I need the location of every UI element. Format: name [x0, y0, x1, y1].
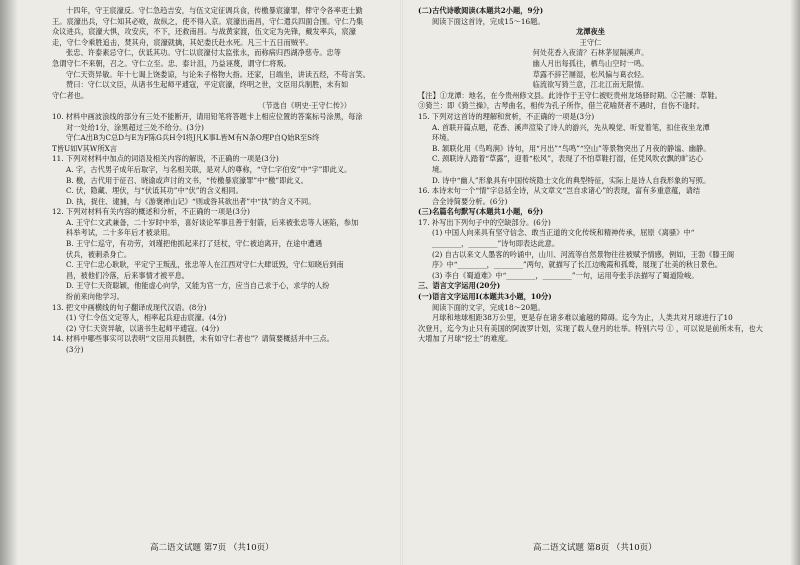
question-line: 13. 把文中画横线的句子翻译成现代汉语。(8分): [52, 302, 207, 312]
question-line: (1) 守仁令伍文定等人，相率起兵迎击宸濠。(4分): [66, 313, 227, 323]
passage-line: 守仁者也。: [52, 90, 89, 100]
subsection-heading: (一)语言文字运用Ⅰ(本题共3小题，10分): [418, 292, 552, 302]
question-line: ________，________”诗句即表达此意。: [432, 239, 560, 249]
language-passage-line: 次登月，迄今为止只有美国的阿波罗计划，实现了载人登月的壮举。特别六号 ① ，可以说是前所未有，也大: [418, 323, 763, 333]
poem-line: 何处花香入夜清？石林茅屋隔溪声。: [532, 48, 649, 58]
passage-line: 众议进兵，宸濠大惧，攻安庆，不下，还救南昌。与战黄家渡，伍文定为先锋，戴发率兵，宸濠: [52, 27, 356, 37]
question-line: (2) 自古以来文人墨客的吟诵中，山川、河流等自然景物往往被赋予情感，例如，王勃《滕王阁: [432, 249, 735, 259]
question-option: C. 伏，隐藏、埋伏，与“伏诋其功”中“伏”的含义相同。: [66, 186, 243, 196]
page-fold: [400, 0, 403, 565]
question-line: T皆U如V其W所X言: [52, 143, 117, 153]
question-option: D. 诗中“幽人”形象具有中国传统隐士文化的典型特征，实际上是诗人自我形象的写照。: [432, 175, 711, 185]
page-shadow-right: [790, 0, 800, 565]
poem-line: 幽人月出每孤往，栖鸟山空时一鸣。: [532, 58, 649, 68]
left-page: [52, 6, 385, 356]
poem-line: 临流欲写猗兰意，江北江南无限情。: [532, 80, 649, 90]
question-line: 17. 补写出下列句子中的空缺部分。(6分): [418, 217, 551, 227]
question-option: A. 字，古代男子成年后取字，与名相关联，是对人的尊称，“守仁字伯安”中“字”即此义。: [66, 164, 352, 174]
question-line: 10. 材料中画波浪线的部分有三处不能断开，请用铅笔将答题卡上相应位置的答案标号涂黑，每涂: [52, 111, 363, 121]
passage-line: 守仁天资异敏。年十七谒上饶娄谅，与论朱子格物大指。还家，日端坐，讲读五经，不苟言笑。: [66, 69, 370, 79]
question-line: (2) 守仁天资异敏，以诸书生起师平逋寇。(4分): [66, 323, 220, 333]
passage-line: 王。宸濠出兵，守仁知其必败，故纵之，使不得入京。宸濠出南昌，守仁遣兵四面合围。守仁乃集: [52, 16, 364, 26]
passage-line: 走，守仁令乘胜追击，焚其舟，宸濠就擒，其妃娄氏赴水死。凡三十五日而贼平。: [52, 37, 313, 47]
question-line: 合全诗简要分析。(6分): [432, 196, 508, 206]
section-heading: (三)名篇名句默写(本题共1小题，6分): [418, 207, 544, 217]
poem-note: ③猗兰：即《猗兰操》，古琴曲名，相传为孔子所作，借兰花喻贤者不遇时，自伤不逢时。: [418, 101, 704, 111]
passage-line: 急谓守仁不来朝，召之。守仁立至。忠、泰计沮，乃益诬蔑，谓守仁将叛。: [52, 58, 291, 68]
question-line: (1) 中国人向来具有坚守信念、敢当正道的文化传统和精神传承，屈原《离骚》中“: [432, 228, 695, 238]
passage-line: 十四年，守王宸濠反。守仁急趋吉安，与伍文定征调兵食，传檄暴宸濠罪，俾守令各率吏士勤: [66, 6, 363, 15]
instruction: 阅读下面这首诗，完成15～16题。: [432, 16, 545, 26]
section-heading: 三、语言文字运用(20分): [418, 281, 501, 291]
question-line: (3) 李白《蜀道难》中“________，________”一句，运用夸张手法描写了蜀道险峻。: [432, 270, 699, 280]
question-line: (3分): [66, 345, 84, 354]
question-option: A. 首联开篇点题，花香、溪声渲染了诗人的游兴，先从嗅觉、听觉着笔，扣住夜坐龙潭: [432, 122, 710, 132]
question-option: B. 颔联化用《鸟鸣涧》诗句，用“月出”“鸟鸣”“空山”等景物突出了月夜的静谧、幽静。: [432, 143, 711, 153]
question-line: 对一处给1分，涂黑超过三处不给分。(3分): [66, 122, 204, 132]
passage-line: 张忠、许泰素忌守仁，伏诋其功。守仁以宸濠付太监张永，而称病归西湖净慈寺。忠等: [66, 48, 342, 58]
question-option: 纷前来向他学习。: [66, 292, 124, 302]
language-passage-line: 月球和地球相距38万公里，更是存在诸多难以逾越的障碍。迄今为止，人类共对月球进行了10: [432, 313, 733, 323]
question-option: 伏兵，被刺杀身亡。: [66, 249, 132, 259]
question-line: 16. 本诗末句一个“情”字总括全诗，从文章文“岂自求诸心”的表现，富有多重意蕴，请结: [418, 186, 701, 196]
page-footer-left: 高二语文试题 第7页 （共10页）: [150, 543, 274, 553]
question-option: B. 檄，古代用于征召、晓谕或声讨的文书，“传檄暴宸濠罪”中“檄”即此义。: [66, 175, 309, 185]
question-option: C. 王守仁忠心耿耿，平定宁王叛乱，张忠等人在江西对守仁大肆诋毁，守仁知晓后到南: [66, 260, 344, 270]
question-line: 序》中“________，________”两句，就描写了长江边晚霞和孤鹜，展现了壮美的秋日景色。: [432, 260, 723, 270]
question-option: 科举考试，二十多年后才被录用。: [66, 228, 175, 238]
poem-author: 王守仁: [579, 37, 602, 47]
question-option: A. 王守仁文武兼备，二十岁时中举，喜好谈论军事且善于射箭，后来被张忠等人诬陷，参加: [66, 217, 359, 227]
question-option: B. 王守仁巡守，有功劳，刘瑾把他抓起来打了廷杖，守仁被迫离开，在途中遭遇: [66, 239, 323, 249]
question-option: 昌，被他们冷落，后来事情才被平息。: [66, 270, 190, 280]
right-page: [418, 6, 763, 345]
question-line: 12. 下列对材料有关内容的概述和分析，不正确的一项是(3分): [52, 207, 250, 217]
source-note: （节选自《明史·王守仁传》）: [258, 101, 351, 111]
page-shadow-left: [0, 0, 18, 565]
question-option: D. 执，捉住、逮捕，与《游褒禅山记》“则或咎其欲出者”中“执”的含义不同。: [66, 196, 316, 206]
instruction: 阅读下面的文字，完成18～20题。: [432, 302, 545, 312]
poem-note: 【注】①龙潭：地名，在今贵州修文县。此诗作于王守仁被贬贵州龙场驿时期。②芒屦：草鞋。: [418, 90, 722, 100]
passage-line: 赞曰：守仁以文臣，从诸书生起师平逋寇，平定宸濠，终明之世，文臣用兵制胜，未有如: [66, 80, 349, 90]
question-option: 环境。: [432, 133, 454, 143]
language-passage-line: 大增加了月球“挖土”的难度。: [418, 334, 513, 344]
question-line: 11. 下列对材料中加点的词语及相关内容的解说，不正确的一项是(3分): [52, 154, 279, 164]
page-footer-right: 高二语文试题 第8页 （共10页）: [533, 543, 657, 553]
question-option: D. 王守仁天资聪颖，他能虚心向学，又能为官一方，应当自己求于心，求学的人纷: [66, 281, 330, 291]
poem-title: 龙潭夜坐: [576, 27, 605, 37]
question-option: 境。: [432, 164, 447, 174]
section-heading: (二)古代诗歌阅读(本题共2小题，9分): [418, 6, 544, 15]
poem-line: 草露不辞芒屦湿，松风偏与葛衣轻。: [532, 69, 649, 79]
question-line: 守仁A出B为C总D与E为F陈G兵H令I将J凡K事L皆M有N条O理P自Q始R至S终: [66, 133, 320, 143]
question-line: 14. 材料中哪些事实可以表明“文臣用兵制胜，未有如守仁者也”？请简要概括并中三点。: [52, 334, 334, 344]
question-option: C. 颈联诗人踏着“草露”，迎着“松风”，表现了不怕草鞋打湿，任凭风吹衣飘的旷达心: [432, 154, 703, 164]
question-line: 15. 下列对这首诗的理解和赏析，不正确的一项是(3分): [418, 111, 595, 121]
